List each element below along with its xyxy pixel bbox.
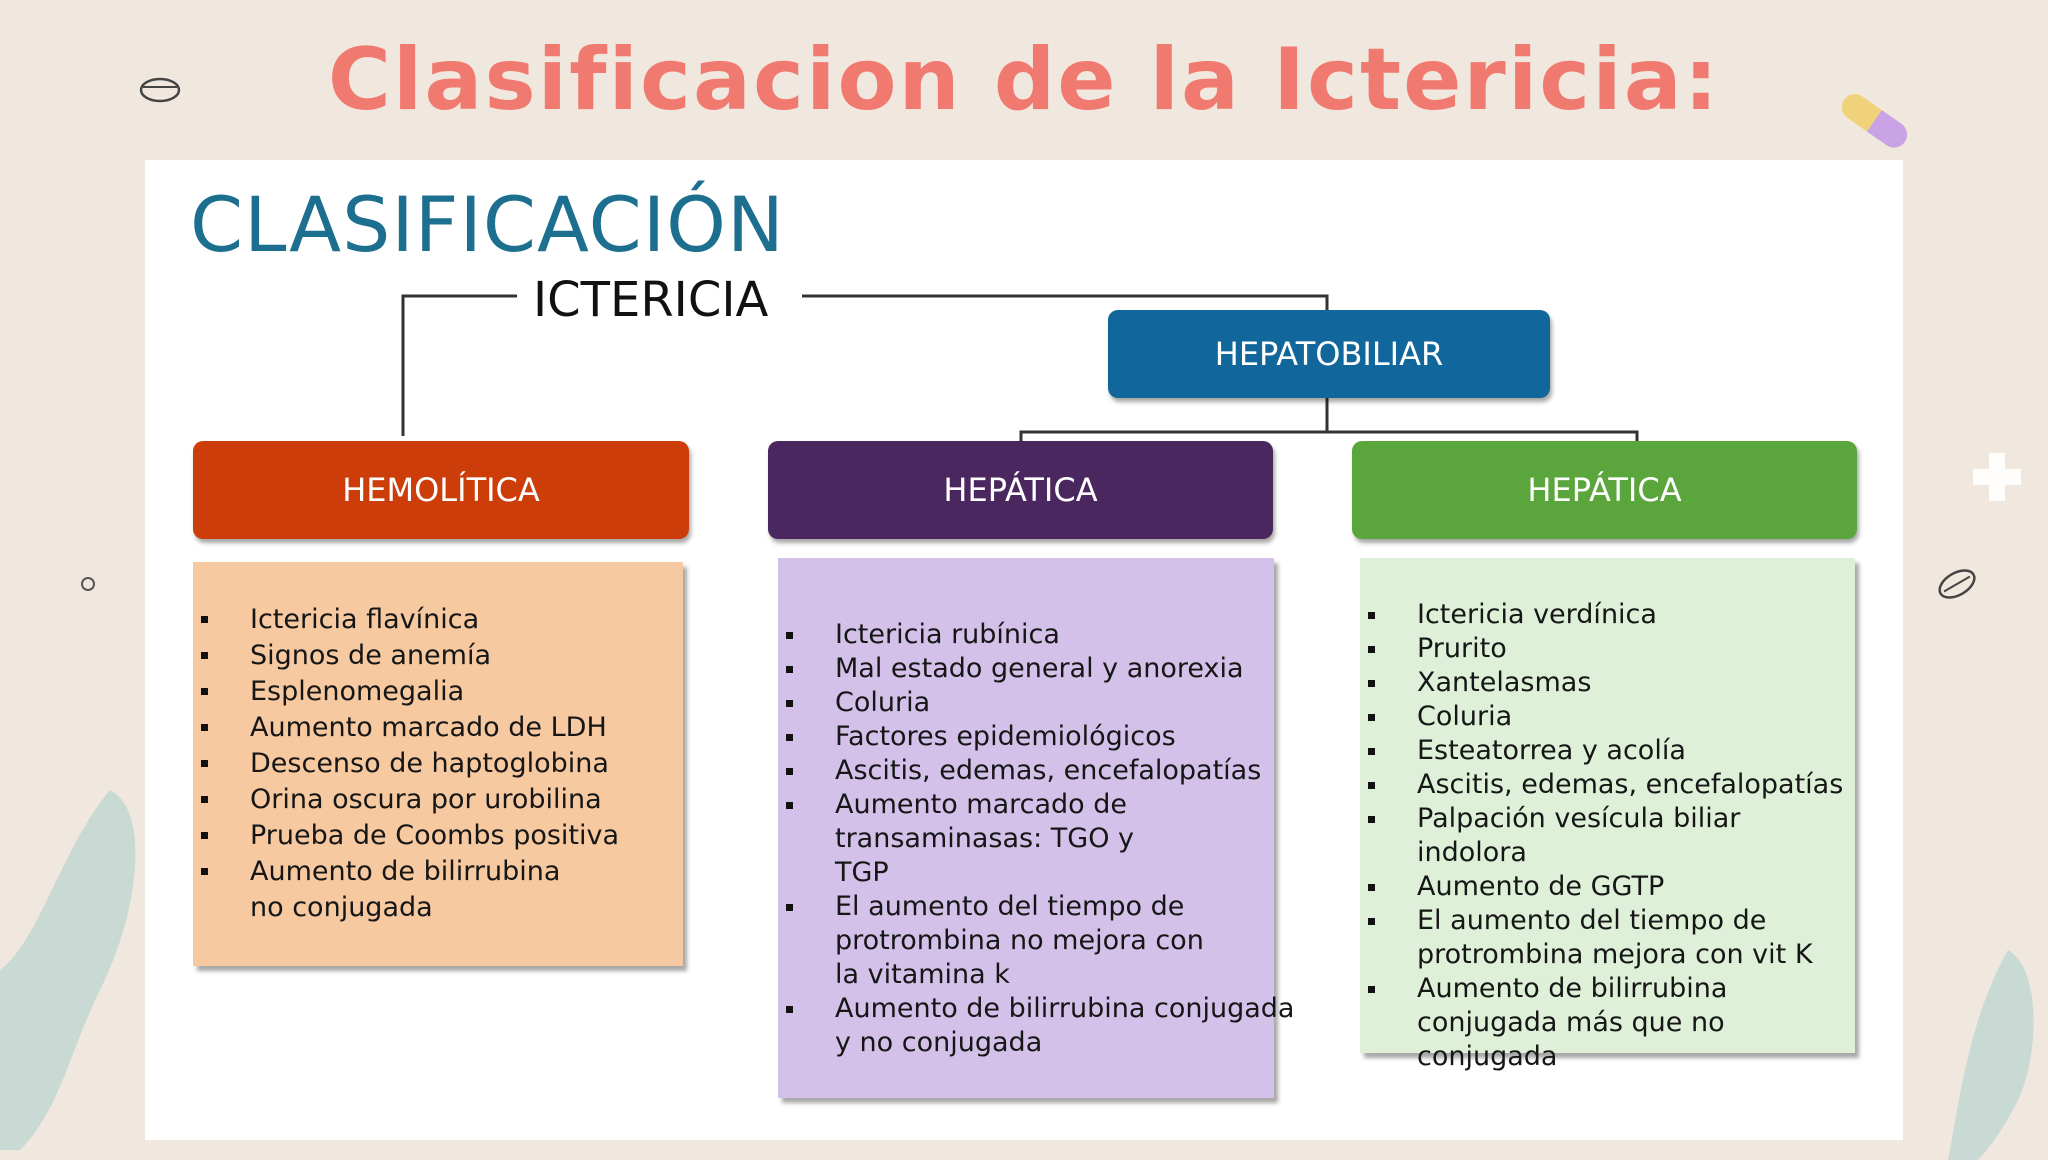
hepatica-features-box bbox=[778, 558, 1295, 1098]
list-item: Aumento de bilirrubina no conjugada bbox=[205, 854, 580, 926]
slide-title: Clasificacion de la Ictericia: bbox=[327, 30, 1721, 130]
category-hemolitica: HEMOLÍTICA bbox=[193, 441, 689, 539]
hemolitica-features-box bbox=[193, 562, 683, 966]
list-item: Ascitis, edemas, encefalopatías bbox=[790, 754, 1274, 788]
list-item: Esplenomegalia bbox=[205, 674, 683, 710]
diagram-heading: CLASIFICACIÓN bbox=[190, 180, 785, 269]
cross-icon bbox=[1967, 447, 2027, 507]
circle-icon bbox=[78, 574, 98, 594]
list-item: Xantelasmas bbox=[1372, 666, 1855, 700]
list-item: Descenso de haptoglobina bbox=[205, 746, 683, 782]
list-item: Orina oscura por urobilina bbox=[205, 782, 683, 818]
list-item: El aumento del tiempo de protrombina mejora con vit K bbox=[1372, 904, 1837, 972]
leaf-decoration-left bbox=[0, 790, 160, 1150]
classification-diagram bbox=[145, 160, 1903, 1140]
list-item: Coluria bbox=[790, 686, 1274, 720]
list-item: Aumento de bilirrubina conjugada más que no conjugada bbox=[1372, 972, 1857, 1074]
list-item: Signos de anemía bbox=[205, 638, 683, 674]
list-item: Aumento marcado de LDH bbox=[205, 710, 683, 746]
list-item: Prueba de Coombs positiva bbox=[205, 818, 683, 854]
list-item: Ictericia flavínica bbox=[205, 602, 683, 638]
list-item: Ictericia rubínica bbox=[790, 618, 1274, 652]
hepatobiliar-feature-list bbox=[1372, 598, 1855, 1074]
list-item: Ictericia verdínica bbox=[1372, 598, 1855, 632]
hemolitica-feature-list bbox=[205, 602, 683, 926]
list-item: Ascitis, edemas, encefalopatías bbox=[1372, 768, 1855, 802]
category-hepatica: HEPÁTICA bbox=[768, 441, 1273, 539]
group-node-hepatobiliar: HEPATOBILIAR bbox=[1108, 310, 1550, 398]
list-item: Esteatorrea y acolía bbox=[1372, 734, 1855, 768]
list-item: Coluria bbox=[1372, 700, 1855, 734]
list-item: Aumento de GGTP bbox=[1372, 870, 1855, 904]
list-item: Factores epidemiológicos bbox=[790, 720, 1274, 754]
list-item: Mal estado general y anorexia bbox=[790, 652, 1274, 686]
list-item: El aumento del tiempo de protrombina no mejora con la vitamina k bbox=[790, 890, 1235, 992]
leaf-decoration-right bbox=[1948, 940, 2048, 1160]
category-hepatica-biliar: HEPÁTICA bbox=[1352, 441, 1857, 539]
list-item: Aumento marcado de transaminasas: TGO y TGP bbox=[790, 788, 1175, 890]
list-item: Prurito bbox=[1372, 632, 1855, 666]
list-item: Aumento de bilirrubina conjugada y no conjugada bbox=[790, 992, 1295, 1060]
tablet-icon-right bbox=[1932, 564, 1982, 604]
hepatobiliar-features-box bbox=[1360, 558, 1855, 1072]
list-item: Palpación vesícula biliar indolora bbox=[1372, 802, 1855, 870]
hepatica-feature-list bbox=[790, 618, 1295, 1060]
root-node-ictericia: ICTERICIA bbox=[525, 272, 776, 328]
